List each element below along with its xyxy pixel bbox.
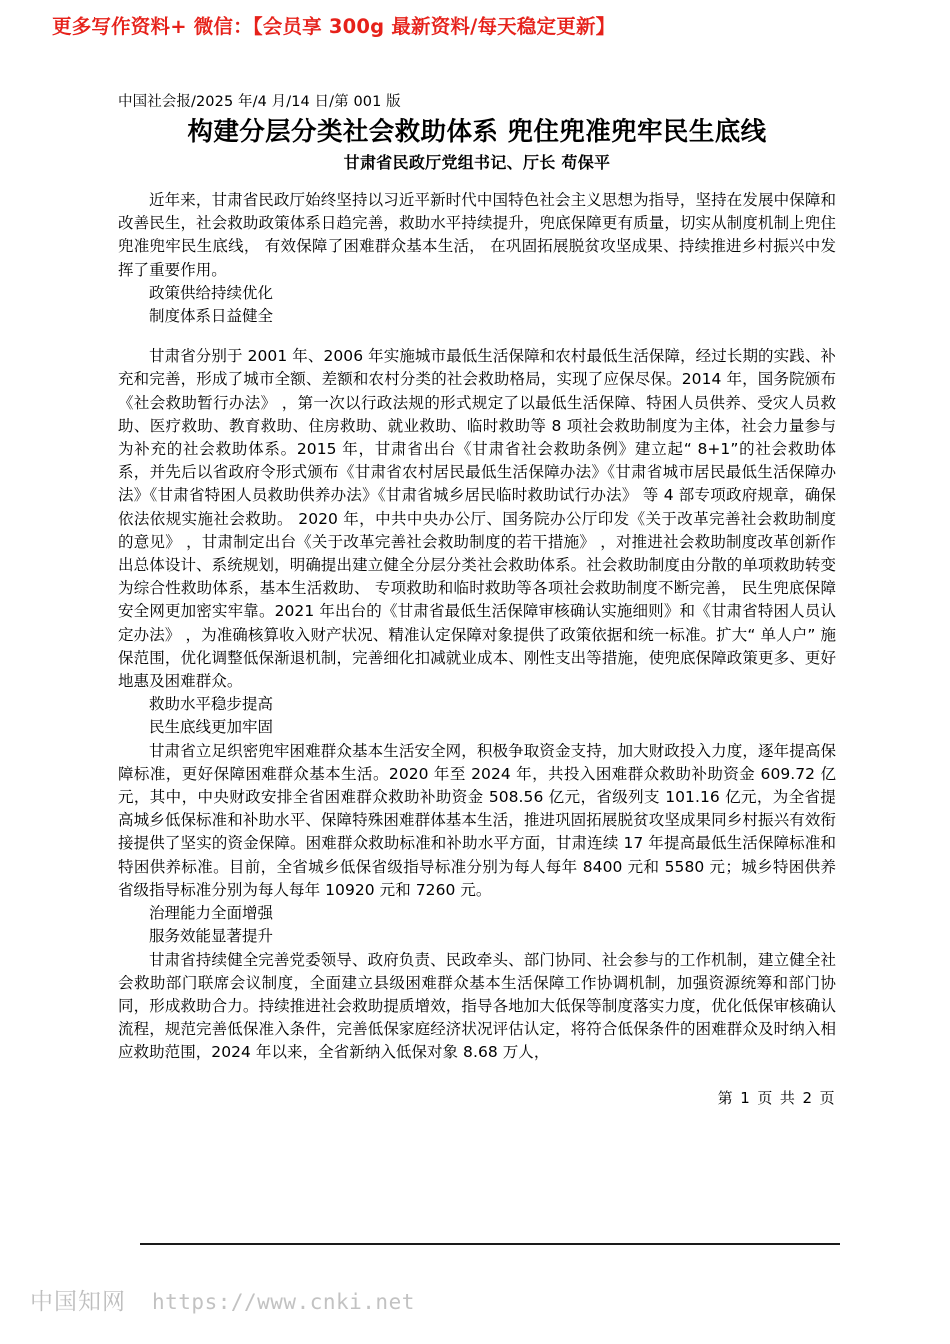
page-title: 构建分层分类社会救助体系 兜住兜准兜牢民生底线 xyxy=(187,117,767,147)
cnki-logo-text: 中国知网 xyxy=(30,1289,126,1315)
promo-banner xyxy=(52,12,902,42)
cnki-watermark xyxy=(30,1283,415,1316)
paragraph-policy: 甘肃省分别于 2001 年、2006 年实施城市最低生活保障和农村最低生活保障，经过长期的实践、补充和完善，形成了城市全额、差额和农村分类的社会救助格局，实现了应保尽保。2014 年，国务院颁布《社会救助暂行办法》 ，第一次以行政法规的形式规定了以最低生活保障、特困人员供养、受灾人员救助、医疗救助、教育救助、住房救助、就业救助、临时救助等 8 项社会救助制度为主体，社会力量参与为补充的社会救助体系。2015 年，甘肃省出台《甘肃省社会救助条例》建立起“ 8+1”的社会救助体系，并先后以省政府令形式颁布《甘肃省农村居民最低生活保障办法》《甘肃省城市居民最低生活保障办法》《甘肃省特困人员救助供养办法》《甘肃省城乡居民临时救助试行办法》 等 4 部专项政府规章，确保依法依规实施社会救助。 2020 年，中共中央办公厅、国务院办公厅印发《关于改革完善社会救助制度的意见》 ，甘肃制定出台《关于改革完善社会救助制度的若干措施》 ，对推进社会救助制度改革创新作出总体设计、系统规划，明确提出建立健全分层分类社会救助体系。社会救助制度由分散的单项救助转变为综合性救助体系，基本生活救助、 专项救助和临时救助等各项社会救助制度不断完善， 民生兜底保障安全网更加密实牢靠。2021 年出台的《甘肃省最低生活保障审核确认实施细则》和《甘肃省特困人员认定办法》 ，为准确核算收入财产状况、精准认定保障对象提供了政策依据和统一标准。扩大“ 单人户” 施保范围，优化调整低保渐退机制，完善细化扣减就业成本、刚性支出等措施，使兜底保障政策更多、更好地惠及困难群众。 xyxy=(118,347,836,691)
subheading-service-efficiency: 服务效能显著提升 xyxy=(149,927,274,946)
subheading-assistance-level: 救助水平稳步提高 xyxy=(149,695,274,714)
subheading-governance: 治理能力全面增强 xyxy=(149,904,274,923)
page-number: 第 1 页 共 2 页 xyxy=(717,1089,836,1107)
subheading-policy-supply: 政策供给持续优化 xyxy=(149,283,274,302)
byline: 甘肃省民政厅党组书记、厅长 苟保平 xyxy=(343,153,611,172)
subheading-livelihood-baseline: 民生底线更加牢固 xyxy=(149,718,274,737)
subheading-system-sound: 制度体系日益健全 xyxy=(149,307,274,326)
promo-text: 更多写作资料+ 微信：【会员享 300g 最新资料/每天稳定更新】 xyxy=(52,15,616,39)
paragraph-funding: 甘肃省立足织密兜牢困难群众基本生活安全网，积极争取资金支持，加大财政投入力度，逐年提高保障标准，更好保障困难群众基本生活。2020 年至 2024 年，共投入困难群众救助补助资金 609.72 亿元，其中，中央财政安排全省困难群众救助补助资金 508.56 亿元，省级列支 101.16 亿元，为全省提高城乡低保标准和补助水平、保障特殊困难群体基本生活，推进巩固拓展脱贫攻坚成果同乡村振兴有效衔接提供了坚实的资金保障。困难群众救助标准和补助水平方面，甘肃连续 17 年提高最低生活保障标准和特困供养标准。目前，全省城乡低保省级指导标准分别为每人每年 8400 元和 5580 元；城乡特困供养省级指导标准分别为每人每年 10920 元和 7260 元。 xyxy=(118,741,836,899)
footer-divider xyxy=(140,1243,840,1245)
paragraph-governance: 甘肃省持续健全完善党委领导、政府负责、民政牵头、部门协同、社会参与的工作机制，建立健全社会救助部门联席会议制度，全面建立县级困难群众基本生活保障工作协调机制，加强资源统筹和部门协同，形成救助合力。持续推进社会救助提质增效，指导各地加大低保等制度落实力度，优化低保审核确认流程，规范完善低保准入条件，完善低保家庭经济状况评估认定，将符合低保条件的困难群众及时纳入相应救助范围，2024 年以来，全省新纳入低保对象 8.68 万人， xyxy=(118,950,836,1062)
cnki-url-text: https://www.cnki.net xyxy=(152,1290,415,1314)
document-body xyxy=(118,92,836,1065)
source-line: 中国社会报/2025 年/4 月/14 日/第 001 版 xyxy=(118,94,401,110)
paragraph-spacer xyxy=(118,328,836,345)
paragraph-intro: 近年来，甘肃省民政厅始终坚持以习近平新时代中国特色社会主义思想为指导，坚持在发展中保障和改善民生，社会救助政策体系日趋完善，救助水平持续提升，兜底保障更有质量，切实从制度机制上兜住兜准兜牢民生底线， 有效保障了困难群众基本生活， 在巩固拓展脱贫攻坚成果、持续推进乡村振兴中发挥了重要作用。 xyxy=(118,191,836,279)
